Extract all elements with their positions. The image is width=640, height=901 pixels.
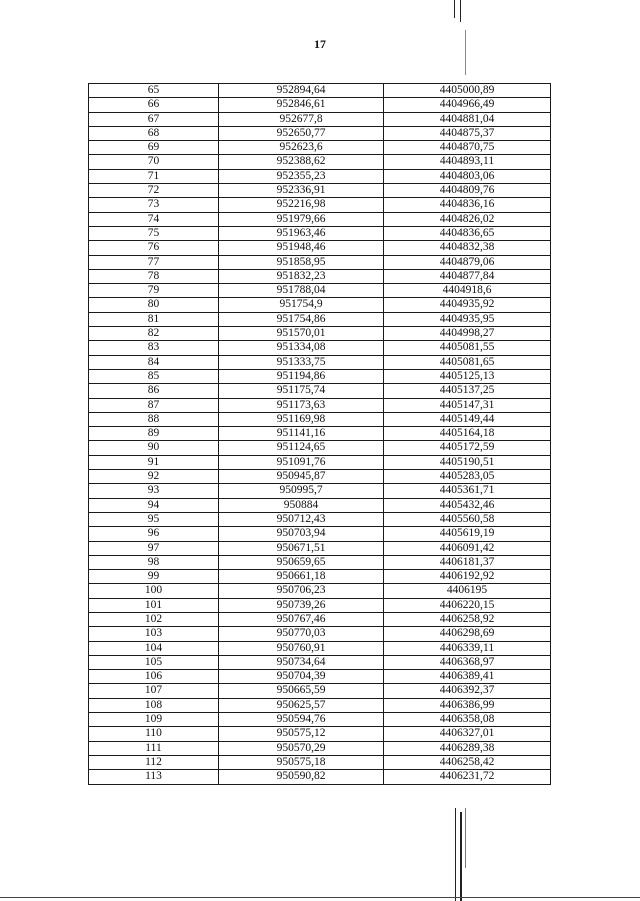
y-coordinate-cell: 4404935,95: [384, 312, 551, 326]
x-coordinate-cell: 951091,76: [219, 455, 384, 469]
y-coordinate-cell: 4404877,84: [384, 269, 551, 283]
table-row: [89, 698, 551, 712]
table-row: [89, 398, 551, 412]
table-row: [89, 212, 551, 226]
point-number-cell: 108: [89, 698, 219, 712]
point-number-cell: 68: [89, 126, 219, 140]
point-number-cell: 76: [89, 241, 219, 255]
table-row: [89, 670, 551, 684]
table-row: [89, 541, 551, 555]
point-number-cell: 77: [89, 255, 219, 269]
y-coordinate-cell: 4405125,13: [384, 369, 551, 383]
x-coordinate-cell: 950570,29: [219, 741, 384, 755]
y-coordinate-cell: 4405137,25: [384, 384, 551, 398]
point-number-cell: 103: [89, 627, 219, 641]
table-row: [89, 198, 551, 212]
x-coordinate-cell: 952623,6: [219, 141, 384, 155]
y-coordinate-cell: 4404881,04: [384, 112, 551, 126]
x-coordinate-cell: 951832,23: [219, 269, 384, 283]
point-number-cell: 74: [89, 212, 219, 226]
x-coordinate-cell: 952336,91: [219, 184, 384, 198]
x-coordinate-cell: 951570,01: [219, 327, 384, 341]
x-coordinate-cell: 950945,87: [219, 470, 384, 484]
table-row: [89, 155, 551, 169]
x-coordinate-cell: 950590,82: [219, 770, 384, 784]
table-row: [89, 126, 551, 140]
table-row: [89, 512, 551, 526]
y-coordinate-cell: 4404875,37: [384, 126, 551, 140]
binding-mark-bottom-2: [460, 812, 462, 901]
point-number-cell: 98: [89, 555, 219, 569]
y-coordinate-cell: 4406339,11: [384, 641, 551, 655]
x-coordinate-cell: 952355,23: [219, 169, 384, 183]
table-row: [89, 755, 551, 769]
point-number-cell: 75: [89, 226, 219, 240]
y-coordinate-cell: 4405147,31: [384, 398, 551, 412]
point-number-cell: 102: [89, 612, 219, 626]
table-row: [89, 412, 551, 426]
y-coordinate-cell: 4404935,92: [384, 298, 551, 312]
point-number-cell: 73: [89, 198, 219, 212]
y-coordinate-cell: 4406192,92: [384, 570, 551, 584]
table-row: [89, 241, 551, 255]
table-row: [89, 312, 551, 326]
table-row: [89, 184, 551, 198]
x-coordinate-cell: 952846,61: [219, 98, 384, 112]
y-coordinate-cell: 4404879,06: [384, 255, 551, 269]
x-coordinate-cell: 951169,98: [219, 412, 384, 426]
x-coordinate-cell: 950706,23: [219, 584, 384, 598]
binding-mark-bottom-1: [455, 808, 456, 901]
x-coordinate-cell: 950703,94: [219, 527, 384, 541]
x-coordinate-cell: 952894,64: [219, 84, 384, 98]
table-row: [89, 269, 551, 283]
scan-bottom-edge: [0, 897, 640, 898]
y-coordinate-cell: 4405081,65: [384, 355, 551, 369]
x-coordinate-cell: 950704,39: [219, 670, 384, 684]
x-coordinate-cell: 950665,59: [219, 684, 384, 698]
y-coordinate-cell: 4404832,38: [384, 241, 551, 255]
x-coordinate-cell: 950734,64: [219, 655, 384, 669]
binding-mark-top-1: [454, 0, 455, 18]
point-number-cell: 95: [89, 512, 219, 526]
table-row: [89, 584, 551, 598]
point-number-cell: 101: [89, 598, 219, 612]
point-number-cell: 113: [89, 770, 219, 784]
y-coordinate-cell: 4406389,41: [384, 670, 551, 684]
y-coordinate-cell: 4406195: [384, 584, 551, 598]
y-coordinate-cell: 4406258,92: [384, 612, 551, 626]
point-number-cell: 97: [89, 541, 219, 555]
y-coordinate-cell: 4405619,19: [384, 527, 551, 541]
x-coordinate-cell: 952388,62: [219, 155, 384, 169]
point-number-cell: 70: [89, 155, 219, 169]
point-number-cell: 67: [89, 112, 219, 126]
table-row: [89, 255, 551, 269]
table-row: [89, 427, 551, 441]
point-number-cell: 90: [89, 441, 219, 455]
point-number-cell: 89: [89, 427, 219, 441]
y-coordinate-cell: 4405164,18: [384, 427, 551, 441]
y-coordinate-cell: 4406392,37: [384, 684, 551, 698]
binding-mark-bottom-3: [465, 808, 466, 868]
table-row: [89, 570, 551, 584]
point-number-cell: 112: [89, 755, 219, 769]
table-row: [89, 470, 551, 484]
x-coordinate-cell: 950712,43: [219, 512, 384, 526]
point-number-cell: 86: [89, 384, 219, 398]
point-number-cell: 81: [89, 312, 219, 326]
point-number-cell: 78: [89, 269, 219, 283]
y-coordinate-cell: 4405190,51: [384, 455, 551, 469]
point-number-cell: 105: [89, 655, 219, 669]
table-row: [89, 655, 551, 669]
x-coordinate-cell: 950760,91: [219, 641, 384, 655]
page-number: 17: [314, 37, 326, 51]
table-row: [89, 727, 551, 741]
y-coordinate-cell: 4406091,42: [384, 541, 551, 555]
x-coordinate-cell: 951788,04: [219, 284, 384, 298]
x-coordinate-cell: 950995,7: [219, 484, 384, 498]
x-coordinate-cell: 951948,46: [219, 241, 384, 255]
y-coordinate-cell: 4405432,46: [384, 498, 551, 512]
table-row: [89, 455, 551, 469]
table-row: [89, 555, 551, 569]
table-row: [89, 713, 551, 727]
point-number-cell: 82: [89, 327, 219, 341]
table-row: [89, 741, 551, 755]
y-coordinate-cell: 4406231,72: [384, 770, 551, 784]
table-row: [89, 527, 551, 541]
y-coordinate-cell: 4405172,59: [384, 441, 551, 455]
table-row: [89, 770, 551, 784]
x-coordinate-cell: 952650,77: [219, 126, 384, 140]
point-number-cell: 84: [89, 355, 219, 369]
x-coordinate-cell: 950739,26: [219, 598, 384, 612]
y-coordinate-cell: 4404836,65: [384, 226, 551, 240]
table-row: [89, 98, 551, 112]
y-coordinate-cell: 4406258,42: [384, 755, 551, 769]
y-coordinate-cell: 4404870,75: [384, 141, 551, 155]
y-coordinate-cell: 4404918,6: [384, 284, 551, 298]
point-number-cell: 93: [89, 484, 219, 498]
table-row: [89, 298, 551, 312]
y-coordinate-cell: 4404836,16: [384, 198, 551, 212]
y-coordinate-cell: 4406327,01: [384, 727, 551, 741]
x-coordinate-cell: 951141,16: [219, 427, 384, 441]
point-number-cell: 72: [89, 184, 219, 198]
x-coordinate-cell: 950884: [219, 498, 384, 512]
table-row: [89, 384, 551, 398]
point-number-cell: 96: [89, 527, 219, 541]
point-number-cell: 65: [89, 84, 219, 98]
x-coordinate-cell: 951754,9: [219, 298, 384, 312]
binding-mark-top-2: [460, 0, 461, 22]
table-row: [89, 498, 551, 512]
y-coordinate-cell: 4404893,11: [384, 155, 551, 169]
x-coordinate-cell: 952216,98: [219, 198, 384, 212]
point-number-cell: 94: [89, 498, 219, 512]
point-number-cell: 80: [89, 298, 219, 312]
table-row: [89, 355, 551, 369]
x-coordinate-cell: 950770,03: [219, 627, 384, 641]
x-coordinate-cell: 950659,65: [219, 555, 384, 569]
point-number-cell: 110: [89, 727, 219, 741]
point-number-cell: 111: [89, 741, 219, 755]
y-coordinate-cell: 4405000,89: [384, 84, 551, 98]
x-coordinate-cell: 950671,51: [219, 541, 384, 555]
table-row: [89, 684, 551, 698]
y-coordinate-cell: 4404809,76: [384, 184, 551, 198]
table-row: [89, 141, 551, 155]
point-number-cell: 87: [89, 398, 219, 412]
x-coordinate-cell: 950594,76: [219, 713, 384, 727]
x-coordinate-cell: 950625,57: [219, 698, 384, 712]
table-row: [89, 441, 551, 455]
table-row: [89, 484, 551, 498]
table-row: [89, 598, 551, 612]
y-coordinate-cell: 4406181,37: [384, 555, 551, 569]
point-number-cell: 92: [89, 470, 219, 484]
point-number-cell: 83: [89, 341, 219, 355]
point-number-cell: 88: [89, 412, 219, 426]
x-coordinate-cell: 950575,12: [219, 727, 384, 741]
table-row: [89, 284, 551, 298]
y-coordinate-cell: 4404803,06: [384, 169, 551, 183]
y-coordinate-cell: 4406358,08: [384, 713, 551, 727]
y-coordinate-cell: 4406386,99: [384, 698, 551, 712]
y-coordinate-cell: 4406298,69: [384, 627, 551, 641]
y-coordinate-cell: 4405560,58: [384, 512, 551, 526]
table-row: [89, 169, 551, 183]
x-coordinate-cell: 951194,86: [219, 369, 384, 383]
x-coordinate-cell: 951175,74: [219, 384, 384, 398]
table-row: [89, 226, 551, 240]
table-row: [89, 84, 551, 98]
x-coordinate-cell: 951333,75: [219, 355, 384, 369]
point-number-cell: 71: [89, 169, 219, 183]
x-coordinate-cell: 952677,8: [219, 112, 384, 126]
point-number-cell: 104: [89, 641, 219, 655]
point-number-cell: 100: [89, 584, 219, 598]
table-row: [89, 112, 551, 126]
coordinates-table: [88, 83, 551, 785]
y-coordinate-cell: 4406368,97: [384, 655, 551, 669]
y-coordinate-cell: 4404826,02: [384, 212, 551, 226]
table-row: [89, 341, 551, 355]
point-number-cell: 91: [89, 455, 219, 469]
table-row: [89, 612, 551, 626]
point-number-cell: 107: [89, 684, 219, 698]
x-coordinate-cell: 951124,65: [219, 441, 384, 455]
table-row: [89, 327, 551, 341]
point-number-cell: 85: [89, 369, 219, 383]
y-coordinate-cell: 4404998,27: [384, 327, 551, 341]
y-coordinate-cell: 4405149,44: [384, 412, 551, 426]
y-coordinate-cell: 4404966,49: [384, 98, 551, 112]
table-row: [89, 627, 551, 641]
point-number-cell: 79: [89, 284, 219, 298]
point-number-cell: 69: [89, 141, 219, 155]
y-coordinate-cell: 4406289,38: [384, 741, 551, 755]
x-coordinate-cell: 950767,46: [219, 612, 384, 626]
y-coordinate-cell: 4406220,15: [384, 598, 551, 612]
y-coordinate-cell: 4405361,71: [384, 484, 551, 498]
point-number-cell: 109: [89, 713, 219, 727]
y-coordinate-cell: 4405283,05: [384, 470, 551, 484]
x-coordinate-cell: 951979,66: [219, 212, 384, 226]
coordinates-table-body: [89, 84, 551, 785]
point-number-cell: 99: [89, 570, 219, 584]
x-coordinate-cell: 951963,46: [219, 226, 384, 240]
x-coordinate-cell: 950661,18: [219, 570, 384, 584]
x-coordinate-cell: 951754,86: [219, 312, 384, 326]
x-coordinate-cell: 951334,08: [219, 341, 384, 355]
point-number-cell: 106: [89, 670, 219, 684]
x-coordinate-cell: 950575,18: [219, 755, 384, 769]
table-row: [89, 369, 551, 383]
x-coordinate-cell: 951173,63: [219, 398, 384, 412]
binding-mark-top-3: [465, 30, 466, 75]
point-number-cell: 66: [89, 98, 219, 112]
y-coordinate-cell: 4405081,55: [384, 341, 551, 355]
x-coordinate-cell: 951858,95: [219, 255, 384, 269]
table-row: [89, 641, 551, 655]
